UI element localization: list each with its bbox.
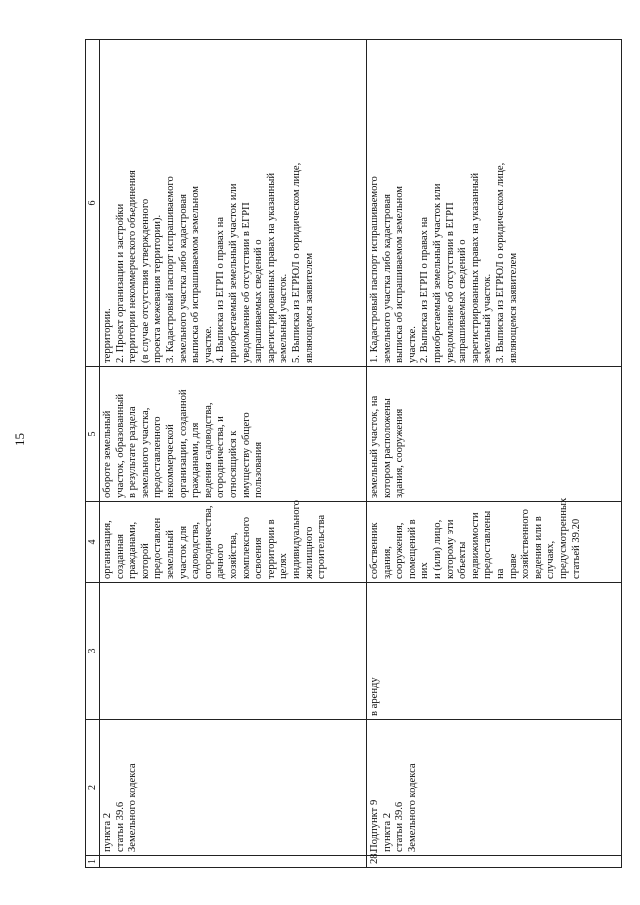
applicant-cell: организация, созданная гражданами, которой предоставлен земельный участок для садоводства, огородничества, дачного хозяйства, комплексного освоения территории в целях индивидуального жилищного строительства	[100, 502, 367, 583]
land-table	[85, 39, 622, 868]
row-number: 28.	[367, 856, 622, 868]
header-col-2: 2	[86, 720, 100, 856]
header-row	[86, 40, 100, 868]
header-col-3: 3	[86, 583, 100, 720]
land-plot-cell: обороте земельный участок, образованный в результате раздела земельного участка, предоставленного некоммерческой организации, созданной гражданами, для ведения садоводства, огородничества, и относящийся к имуществу общего пользования	[100, 367, 367, 502]
header-col-5: 5	[86, 367, 100, 502]
documents-cell: территории. 2. Проект организации и застройки территории некоммерческого объединения (в случае отсутствия утвержденного проекта межевания территории). 3. Кадастровый паспорт испрашиваемого земельного участка либо кадастровая выписка об испрашиваемом земельном участке. 4. Выписка из ЕГРП о правах на приобретаемый земельный участок или уведомление об отсутствии в ЕГРП запрашиваемых сведений о зарегистрированных правах на указанный земельный участок. 5. Выписка из ЕГРЮЛ о юридическом лице, являющемся заявителем	[100, 40, 367, 367]
legal-basis-cell: Подпункт 9 пункта 2 статьи 39.6 Земельного кодекса	[367, 720, 622, 856]
document-sheet	[85, 40, 635, 868]
header-col-4: 4	[86, 502, 100, 583]
applicant-cell: собственник здания, сооружения, помещений в них и (или) лицо, которому эти объекты недвижимости предоставлены на праве хозяйственного ведения или в случаях, предусмотренных статьей 39.20	[367, 502, 622, 583]
legal-basis-cell: пункта 2 статьи 39.6 Земельного кодекса	[100, 720, 367, 856]
right-type-cell	[100, 583, 367, 720]
header-col-6: 6	[86, 40, 100, 367]
table-row	[100, 40, 367, 868]
page-number: 15	[12, 433, 27, 446]
documents-cell: 1. Кадастровый паспорт испрашиваемого земельного участка либо кадастровая выписка об испрашиваемом земельном участке. 2. Выписка из ЕГРП о правах на приобретаемый земельный участок или уведомление об отсутствии в ЕГРП запрашиваемых сведений о зарегистрированных правах на указанный земельный участок. 3. Выписка из ЕГРЮЛ о юридическом лице, являющемся заявителем	[367, 40, 622, 367]
header-col-1: 1	[86, 856, 100, 868]
row-number	[100, 856, 367, 868]
right-type-cell: в аренду	[367, 583, 622, 720]
land-plot-cell: земельный участок, на котором расположены здания, сооружения	[367, 367, 622, 502]
table-row	[367, 40, 622, 868]
